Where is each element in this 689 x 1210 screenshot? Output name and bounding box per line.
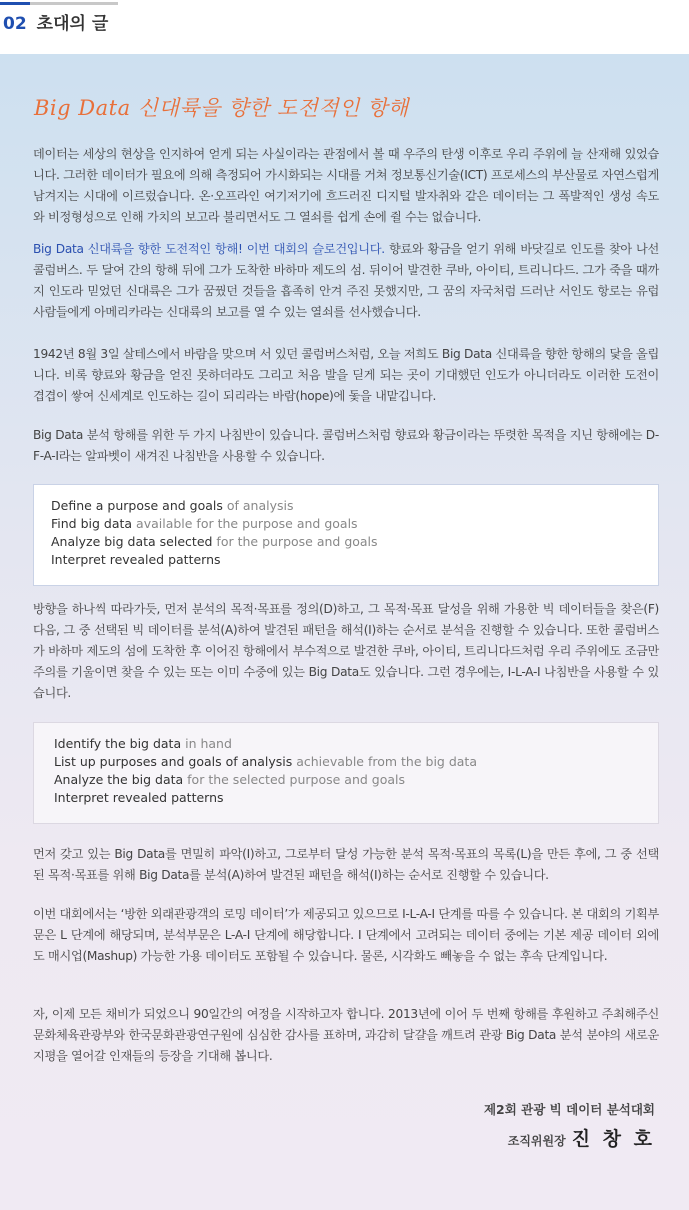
- ilai-item: [54, 753, 658, 771]
- dfai-item: [51, 533, 658, 551]
- signature-role: 조직위원장: [507, 1134, 566, 1148]
- item-main: Interpret revealed patterns: [51, 552, 221, 567]
- paragraph-2: [33, 239, 659, 323]
- item-main: Identify the big data: [54, 736, 182, 751]
- item-sub: in hand: [181, 736, 232, 751]
- item-sub: achievable from the big data: [292, 754, 477, 769]
- paragraph-4: Big Data 분석 항해를 위한 두 가지 나침반이 있습니다. 콜럼버스처럼 향료와 황금이라는 뚜렷한 목적을 지닌 항해에는 D-F-A-I라는 알파벳이 새겨진 나침반을 사용할 수 있습니다.: [33, 428, 659, 463]
- ilai-item: [54, 735, 658, 753]
- section-top-bar-accent: [0, 2, 30, 5]
- item-sub: for the purpose and goals: [212, 534, 378, 549]
- item-sub: for the selected purpose and goals: [183, 772, 406, 787]
- item-main: Interpret revealed patterns: [54, 790, 224, 805]
- paragraph-8: 자, 이제 모든 채비가 되었으니 90일간의 여정을 시작하고자 합니다. 2013년에 이어 두 번째 항해를 후원하고 주최해주신 문화체육관광부와 한국문화관광연구원에 심심한 감사를 표하며, 과감히 달걀을 깨트려 관광 Big Data 분석 분야의 새로운 지평을 열어갈 인재들의 등장을 기대해 봅니다.: [33, 1007, 659, 1063]
- item-main: List up purposes and goals of analysis: [54, 754, 293, 769]
- dfai-compass-box: [33, 484, 659, 586]
- signature-name: 진 창 호: [571, 1128, 655, 1150]
- section-top-bar: [0, 2, 118, 5]
- dfai-item: [51, 515, 658, 533]
- item-main: Find big data: [51, 516, 133, 531]
- paragraph-7: 이번 대회에서는 ‘방한 외래관광객의 로밍 데이터’가 제공되고 있으므로 I-L-A-I 단계를 따를 수 있습니다. 본 대회의 기획부문은 L 단계에 해당되며, 분석부문은 L-A-I 단계에 해당합니다. I 단계에서 고려되는 데이터 중에는 기본 제공 데이터 외에도 매시업(Mashup) 가능한 가용 데이터도 포함될 수 있습니다. 물론, 시각화도 빼놓을 수 없는 후속 단계입니다.: [33, 907, 659, 963]
- ilai-compass-box: [33, 722, 659, 824]
- paragraph-1: 데이터는 세상의 현상을 인지하여 얻게 되는 사실이라는 관점에서 볼 때 우주의 탄생 이후로 우리 주위에 늘 산재해 있었습니다. 그러한 데이터가 필요에 의해 측정되어 가시화되는 시대를 거쳐 정보통신기술(ICT) 프로세스의 부산물로 자연스럽게 남겨지는 시대에 이르렀습니다. 온·오프라인 여기저기에 흐드러진 디지털 발자취와 같은 데이터는 그 폭발적인 생성 속도와 비정형성으로 인해 가치의 보고라 불리면서도 그 열쇠를 쉽게 손에 쥘 수는 없습니다.: [33, 147, 659, 224]
- item-sub: available for the purpose and goals: [132, 516, 358, 531]
- ilai-item: [54, 789, 658, 807]
- item-main: Analyze the big data: [54, 772, 184, 787]
- section-title: [3, 9, 108, 34]
- invitation-content: [0, 54, 689, 1210]
- signature: [508, 1124, 655, 1151]
- item-sub: of analysis: [222, 498, 294, 513]
- item-main: Define a purpose and goals: [51, 498, 223, 513]
- item-main: Analyze big data selected: [51, 534, 213, 549]
- dfai-item: [51, 497, 658, 515]
- paragraph-6: 먼저 갖고 있는 Big Data를 면밀히 파악(I)하고, 그로부터 달성 가능한 분석 목적·목표의 목록(L)을 만든 후에, 그 중 선택된 목적·목표를 위해 Big Data를 분석(A)하여 발견된 패턴을 해석(I)하는 순서로 진행할 수 있습니다.: [33, 847, 659, 882]
- signature-organization: 제2회 관광 빅 데이터 분석대회: [483, 1102, 655, 1117]
- paragraph-5: 방향을 하나씩 따라가듯, 먼저 분석의 목적·목표를 정의(D)하고, 그 목적·목표 달성을 위해 가용한 빅 데이터들을 찾은(F) 다음, 그 중 선택된 빅 데이터를 분석(A)하여 발견된 패턴을 해석(I)하는 순서로 분석을 진행할 수 있습니다. 또한 콜럼버스가 바하마 제도의 섬에 도착한 후 이어진 항해에서 부수적으로 발견한 쿠바, 아이티, 트리니다드처럼 우리 주위에도 조금만 주의를 기울이면 찾을 수 있는 또는 이미 수중에 있는 Big Data도 있습니다. 그런 경우에는, I-L-A-I 나침반을 사용할 수 있습니다.: [33, 602, 659, 700]
- paragraph-2-text: 향료와 황금을 얻기 위해 바닷길로 인도를 찾아 나선 콜럼버스. 두 달여 간의 항해 뒤에 그가 도착한 바하마 제도의 섬. 뒤이어 발견한 쿠바, 아이티, 트리니다드. 그가 죽을 때까지 인도라 믿었던 신대륙은 그가 꿈꿨던 것들을 흡족히 안겨 주진 못했지만, 그 꿈의 자국처럼 드러난 서인도 항로는 유럽 사람들에게 아메리카라는 신대륙의 보고를 열 수 있는 열쇠를 선사했습니다.: [33, 242, 659, 319]
- headline: Big Data 신대륙을 향한 도전적인 항해: [34, 96, 409, 120]
- ilai-item: [54, 771, 658, 789]
- dfai-item: [51, 551, 658, 569]
- paragraph-3: 1942년 8월 3일 살테스에서 바람을 맞으며 서 있던 콜럼버스처럼, 오늘 저희도 Big Data 신대륙을 향한 항해의 닻을 올립니다. 비록 향료와 황금을 얻진 못하더라도 그리고 처음 발을 딛게 되는 곳이 기대했던 인도가 아니더라도 이러한 도전이 겹겹이 쌓여 신세계로 인도하는 길이 되리라는 바람(hope)에 돛을 내맡깁니다.: [33, 347, 659, 403]
- section-number: 02: [3, 14, 27, 34]
- slogan-highlight: Big Data 신대륙을 향한 도전적인 항해! 이번 대회의 슬로건입니다.: [33, 242, 385, 256]
- section-title-text: 초대의 글: [36, 14, 109, 34]
